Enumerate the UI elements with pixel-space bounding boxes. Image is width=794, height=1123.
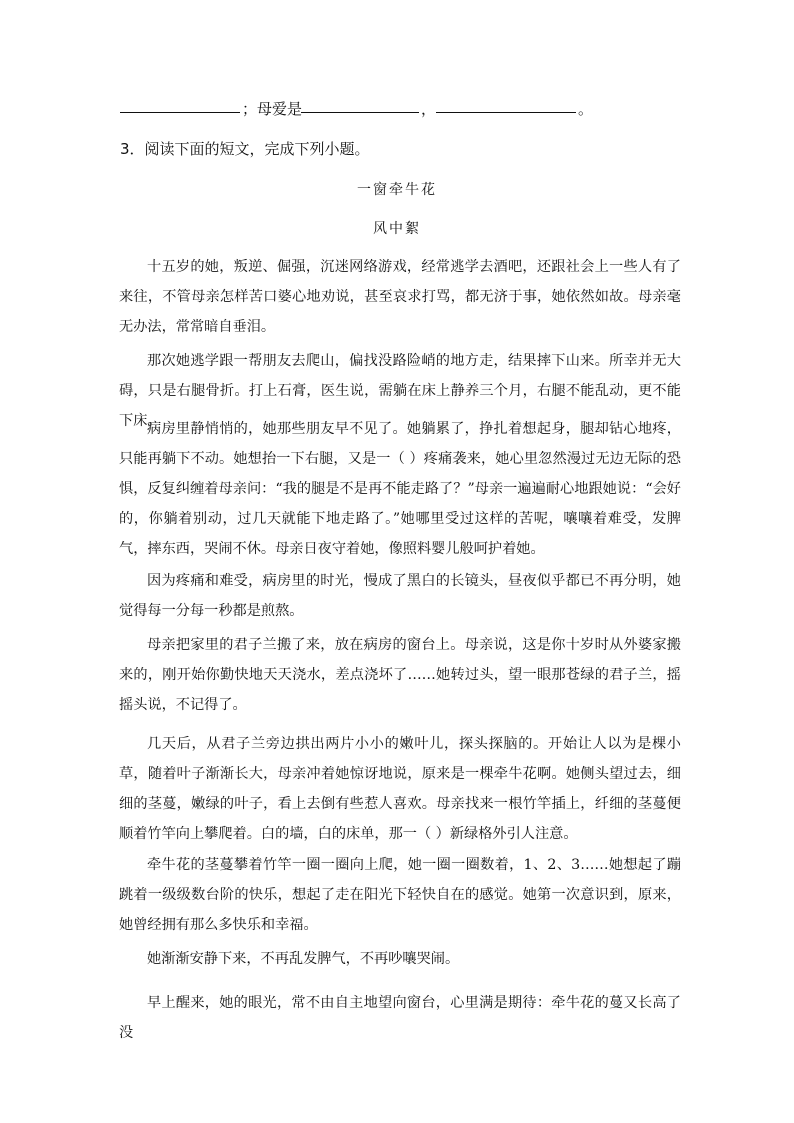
- paragraph-9: 早上醒来，她的眼光，常不由自主地望向窗台，心里满是期待：牵牛花的蔓又长高了没: [119, 995, 681, 1041]
- article-author: 风中絮: [373, 221, 421, 237]
- paragraph-8: 她渐渐安静下来，不再乱发脾气，不再吵嚷哭闹。: [147, 951, 460, 967]
- blank-separator-text: ；母爱是: [242, 100, 303, 118]
- paragraph-7: 牵牛花的茎蔓攀着竹竿一圈一圈向上爬，她一圈一圈数着，1、2、3……她想起了蹦跳着一级级数台阶的快乐，想起了走在阳光下轻快自在的感觉。她第一次意识到，原来，她曾经拥有那么多快乐和幸福。: [119, 857, 681, 933]
- blank-comma: ，: [421, 100, 437, 118]
- blank-period: 。: [578, 100, 594, 118]
- question-instruction: 3．阅读下面的短文，完成下列小题。: [120, 140, 370, 158]
- article-title: 一窗牵牛花: [357, 182, 437, 198]
- paragraph-5: 母亲把家里的君子兰搬了来，放在病房的窗台上。母亲说，这是你十岁时从外婆家搬来的，刚开始你勤快地天天浇水，差点浇坏了……她转过头，望一眼那苍绿的君子兰，摇摇头说，不记得了。: [119, 637, 681, 713]
- answer-blank-3[interactable]: [436, 96, 576, 113]
- paragraph-6: 几天后，从君子兰旁边拱出两片小小的嫩叶儿，探头探脑的。开始让人以为是棵小草，随着叶子渐渐长大，母亲冲着她惊讶地说，原来是一棵牵牛花啊。她侧头望过去，细细的茎蔓，嫩绿的叶子，看上去倒有些惹人喜欢。母亲找来一根竹竿插上，纤细的茎蔓便顺着竹竿向上攀爬着。白的墙，白的床单，那一（ ）新绿格外引人注意。: [119, 736, 681, 842]
- answer-blank-1[interactable]: [120, 96, 240, 113]
- paragraph-1: 十五岁的她，叛逆、倔强，沉迷网络游戏，经常逃学去酒吧，还跟社会上一些人有了来往，不管母亲怎样苦口婆心地劝说，甚至哀求打骂，都无济于事，她依然如故。母亲毫无办法，常常暗自垂泪。: [119, 259, 681, 335]
- fill-in-blank-line: [120, 96, 600, 118]
- paragraph-4: 因为疼痛和难受，病房里的时光，慢成了黑白的长镜头，昼夜似乎都已不再分明，她觉得每一分每一秒都是煎熬。: [119, 573, 681, 619]
- answer-blank-2[interactable]: [301, 96, 419, 113]
- paragraph-3: 病房里静悄悄的，她那些朋友早不见了。她躺累了，挣扎着想起身，腿却钻心地疼，只能再躺下不动。她想抬一下右腿，又是一（ ）疼痛袭来，她心里忽然漫过无边无际的恐惧，反复纠缠着母亲问：“我的腿是不是再不能走路了？”母亲一遍遍耐心地跟她说：“会好的，你躺着别动，过几天就能下地走路了。”她哪里受过这样的苦呢，嚷嚷着难受，发脾气，摔东西，哭闹不休。母亲日夜守着她，像照料婴儿般呵护着她。: [119, 421, 681, 557]
- paragraph-2: 那次她逃学跟一帮朋友去爬山，偏找没路险峭的地方走，结果摔下山来。所幸并无大碍，只是右腿骨折。打上石膏，医生说，需躺在床上静养三个月，右腿不能乱动，更不能下床。: [119, 353, 681, 429]
